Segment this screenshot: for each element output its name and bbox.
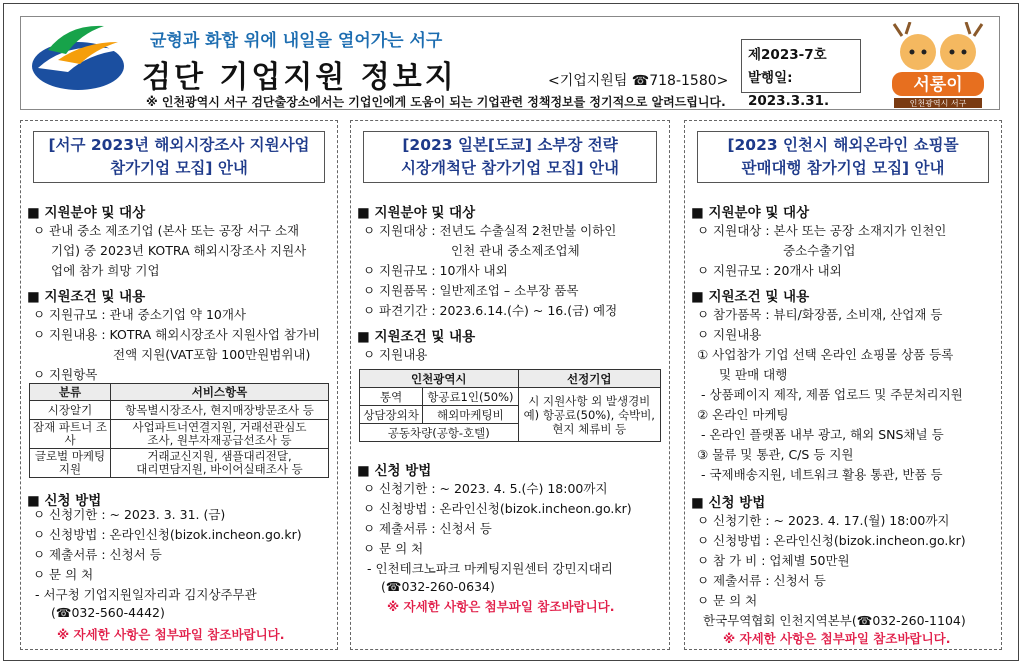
text-line: ㅇ 지원규모 : 관내 중소기업 약 10개사	[33, 307, 247, 322]
section-heading: ■ 지원분야 및 대상	[357, 205, 476, 221]
attachment-note: ※ 자세한 사항은 첨부파일 참조바랍니다.	[723, 631, 951, 646]
text-line: ② 온라인 마케팅	[697, 407, 789, 422]
text-line: - 서구청 기업지원일자리과 김지상주무관	[35, 587, 257, 602]
table-cell	[111, 449, 329, 478]
header-notice: ※ 인천광역시 서구 검단출장소에서는 기업인에게 도움이 되는 기업관련 정책정보를 정기적으로 알려드립니다.	[146, 95, 726, 109]
text-line: ㅇ 문 의 처	[363, 541, 424, 556]
text-line: ㅇ 참 가 비 : 업체별 50만원	[697, 553, 850, 568]
table-cell	[111, 420, 329, 449]
text-line: ㅇ 지원항목	[33, 367, 98, 382]
text-line: ㅇ 제출서류 : 신청서 등	[33, 547, 162, 562]
table-header: 선정기업	[518, 370, 660, 388]
support-items-table	[29, 383, 329, 478]
text-line: ㅇ 참가품목 : 뷰티/화장품, 소비재, 산업재 등	[697, 307, 943, 322]
table-row	[30, 401, 329, 420]
column-japan-trade-mission	[350, 120, 670, 650]
team-contact: <기업지원팀 ☎718-1580>	[548, 73, 729, 89]
text-line: ㅇ 지원규모 : 10개사 내외	[363, 263, 508, 278]
table-header: 분류	[30, 384, 111, 401]
table-cell: 공동차량(공항-호텔)	[360, 424, 519, 442]
table-cell-line: 사업파트너연결지원, 거래선관심도	[132, 420, 307, 434]
column-online-shopping-mall	[684, 120, 1002, 650]
text-line: ㅇ 제출서류 : 신청서 등	[697, 573, 826, 588]
text-line: - 인천테크노파크 마케팅지원센터 강민지대리	[367, 561, 613, 576]
issue-info-box	[741, 39, 861, 109]
text-line: 전액 지원(VAT포함 100만원범위내)	[113, 347, 311, 362]
text-line: ㅇ 제출서류 : 신청서 등	[363, 521, 492, 536]
table-cell: 해외마케팅비	[423, 406, 518, 424]
text-line: ㅇ 지원품목 : 일반제조업 – 소부장 품목	[363, 283, 579, 298]
text-line: ㅇ 신청방법 : 온라인신청(bizok.incheon.go.kr)	[33, 527, 302, 542]
text-line: ㅇ 지원규모 : 20개사 내외	[697, 263, 842, 278]
text-line: ㅇ 지원내용	[363, 347, 428, 362]
column-title-line: [서구 2023년 해외시장조사 지원사업	[48, 136, 310, 154]
text-line: ㅇ 지원내용	[697, 327, 762, 342]
mascot-name: 서롱이	[913, 75, 963, 95]
attachment-note: ※ 자세한 사항은 첨부파일 참조바랍니다.	[57, 627, 285, 642]
text-line: (☎032-560-4442)	[51, 605, 165, 620]
issue-date: 발행일: 2023.3.31.	[748, 70, 830, 109]
table-row	[30, 449, 329, 478]
table-header: 인천광역시	[360, 370, 519, 388]
section-heading: ■ 지원조건 및 내용	[357, 329, 476, 345]
column-title-line: [2023 일본[도쿄] 소부장 전략	[402, 136, 618, 154]
column-title	[33, 131, 325, 183]
mascot-seorongi-icon	[884, 22, 992, 108]
text-line: ㅇ 신청방법 : 온라인신청(bizok.incheon.go.kr)	[697, 533, 966, 548]
section-heading: ■ 신청 방법	[691, 495, 766, 511]
table-cell	[518, 388, 660, 442]
table-cell: 항목별시장조사, 현지매장방문조사 등	[111, 401, 329, 420]
section-heading: ■ 지원분야 및 대상	[691, 205, 810, 221]
text-line: 업에 참가 희망 기업	[51, 263, 160, 278]
text-line: - 온라인 플랫폼 내부 광고, 해외 SNS채널 등	[701, 427, 944, 442]
column-market-research	[20, 120, 338, 650]
section-heading: ■ 지원조건 및 내용	[27, 289, 146, 305]
text-line: 중소수출기업	[783, 243, 856, 258]
column-title-line: 판매대행 참가기업 모집] 안내	[741, 159, 945, 177]
table-cell-line: 현지 체류비 등	[552, 421, 627, 436]
column-title-line: 시장개척단 참가기업 모집] 안내	[401, 159, 619, 177]
section-heading: ■ 신청 방법	[27, 493, 102, 509]
text-line: (☎032-260-0634)	[381, 579, 495, 594]
table-cell-line: 예) 항공료(50%), 숙박비,	[523, 407, 655, 422]
table-cell-line: 대리면담지원, 바이어실태조사 등	[136, 462, 303, 476]
cost-share-table	[359, 369, 661, 442]
column-title-line: [2023 인천시 해외온라인 쇼핑몰	[727, 136, 959, 154]
table-cell-line: 거래교신지원, 샘플대리전달,	[147, 449, 292, 463]
column-title	[363, 131, 657, 183]
attachment-note: ※ 자세한 사항은 첨부파일 참조바랍니다.	[387, 599, 615, 614]
text-line: 인천 관내 중소제조업체	[451, 243, 580, 258]
text-line: ㅇ 파견기간 : 2023.6.14.(수) ~ 16.(금) 예정	[363, 303, 618, 318]
table-header: 서비스항목	[111, 384, 329, 401]
column-title	[697, 131, 989, 183]
text-line: ㅇ 지원내용 : KOTRA 해외시장조사 지원사업 참가비	[33, 327, 321, 342]
text-line: ㅇ 신청기한 : ~ 2023. 4. 5.(수) 18:00까지	[363, 481, 608, 496]
table-cell: 글로벌 마케팅 지원	[30, 449, 111, 478]
text-line: ③ 물류 및 통관, C/S 등 지원	[697, 447, 854, 462]
text-line: ㅇ 문 의 처	[33, 567, 94, 582]
text-line: 및 판매 대행	[719, 367, 788, 382]
text-line: 기업) 중 2023년 KOTRA 해외시장조사 지원사	[51, 243, 307, 258]
mascot-sub: 인천광역시 서구	[909, 99, 967, 108]
text-line: ㅇ 지원대상 : 본사 또는 공장 소재지가 인천인	[697, 223, 947, 238]
table-cell: 통역	[360, 388, 423, 406]
header-slogan: 균형과 화합 위에 내일을 열어가는 서구	[150, 31, 443, 51]
seo-gu-logo-icon	[28, 20, 128, 96]
table-cell-line: 시 지원사항 외 발생경비	[528, 393, 651, 408]
section-heading: ■ 지원분야 및 대상	[27, 205, 146, 221]
issue-number: 제2023-7호	[748, 47, 827, 63]
page-title: 검단 기업지원 정보지	[142, 60, 457, 95]
table-cell: 시장알기	[30, 401, 111, 420]
text-line: ㅇ 신청기한 : ~ 2023. 4. 17.(월) 18:00까지	[697, 513, 950, 528]
table-cell: 상담장외차	[360, 406, 423, 424]
text-line: 한국무역협회 인천지역본부(☎032-260-1104)	[703, 613, 966, 628]
table-row	[360, 388, 661, 406]
table-cell: 잠재 파트너 조사	[30, 420, 111, 449]
text-line: - 국제배송지원, 네트워크 활용 통관, 반품 등	[701, 467, 943, 482]
text-line: ㅇ 신청방법 : 온라인신청(bizok.incheon.go.kr)	[363, 501, 632, 516]
section-heading: ■ 지원조건 및 내용	[691, 289, 810, 305]
text-line: - 상품페이지 제작, 제품 업로드 및 주문처리지원	[701, 387, 963, 402]
text-line: ① 사업참가 기업 선택 온라인 쇼핑몰 상품 등록	[697, 347, 954, 362]
text-line: ㅇ 관내 중소 제조기업 (본사 또는 공장 서구 소재	[33, 223, 300, 238]
text-line: ㅇ 문 의 처	[697, 593, 758, 608]
table-cell: 항공료1인(50%)	[423, 388, 518, 406]
section-heading: ■ 신청 방법	[357, 463, 432, 479]
text-line: ㅇ 신청기한 : ~ 2023. 3. 31. (금)	[33, 507, 226, 522]
text-line: ㅇ 지원대상 : 전년도 수출실적 2천만불 이하인	[363, 223, 617, 238]
column-title-line: 참가기업 모집] 안내	[110, 159, 248, 177]
table-row	[30, 420, 329, 449]
table-cell-line: 조사, 원부자재공급선조사 등	[147, 433, 292, 447]
